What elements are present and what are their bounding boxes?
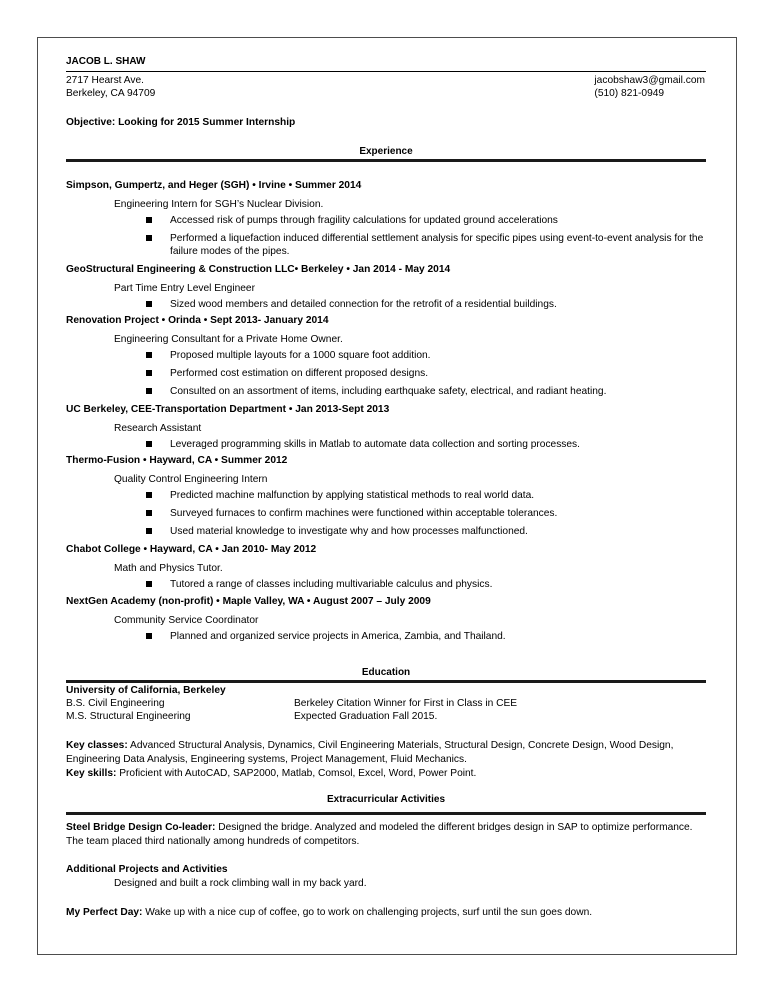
job-bullet: Accessed risk of pumps through fragility calculations for updated ground accelerations — [66, 214, 716, 227]
objective: Objective: Looking for 2015 Summer Internship — [66, 117, 296, 128]
job-bullet: Predicted machine malfunction by applying statistical methods to real world data. — [66, 489, 716, 502]
square-bullet-icon — [146, 352, 152, 358]
job-role: Quality Control Engineering Intern — [114, 474, 268, 485]
job-entry — [66, 543, 716, 596]
education-left — [66, 684, 226, 723]
phone: (510) 821-0949 — [594, 88, 665, 99]
address-block — [66, 74, 155, 100]
key-classes-text: Advanced Structural Analysis, Dynamics, Civil Engineering Materials, Structural Design, Concrete Design, Wood Design, Engineering Data Analysis, Engineering systems, Project Management, Fluid Mechanics. — [66, 740, 674, 765]
key-classes-label: Key classes: — [66, 740, 128, 751]
square-bullet-icon — [146, 633, 152, 639]
honor: Berkeley Citation Winner for First in Class in CEE — [294, 698, 518, 709]
key-skills-text: Proficient with AutoCAD, SAP2000, Matlab, Comsol, Excel, Word, Power Point. — [116, 768, 477, 779]
job-entry — [66, 454, 716, 543]
education-heading: Education — [361, 667, 411, 678]
header-divider — [66, 71, 706, 72]
experience-divider — [66, 159, 706, 162]
email: jacobshaw3@gmail.com — [594, 75, 705, 86]
steel-bridge-label: Steel Bridge Design Co-leader: — [66, 822, 216, 833]
job-entry — [66, 403, 716, 456]
additional-projects-label: Additional Projects and Activities — [66, 864, 228, 875]
job-title: NextGen Academy (non-profit) • Maple Valley, WA • August 2007 – July 2009 — [66, 596, 431, 607]
key-skills-label: Key skills: — [66, 768, 117, 779]
square-bullet-icon — [146, 441, 152, 447]
education-divider — [66, 680, 706, 683]
perfect-day-text: Wake up with a nice cup of coffee, go to work on challenging projects, surf until the sun goes down. — [142, 907, 593, 918]
experience-heading: Experience — [359, 146, 413, 157]
square-bullet-icon — [146, 370, 152, 376]
job-role: Research Assistant — [114, 423, 202, 434]
job-entry — [66, 179, 716, 263]
job-bullet: Performed cost estimation on different proposed designs. — [66, 367, 716, 380]
steel-bridge-text: Designed the bridge. Analyzed and modeled the different bridges design in SAP to optimize performance. The team placed third nationally among hundreds of competitors. — [66, 822, 693, 847]
square-bullet-icon — [146, 510, 152, 516]
job-bullet: Surveyed furnaces to confirm machines were functioned within acceptable tolerances. — [66, 507, 716, 520]
additional-projects-text: Designed and built a rock climbing wall in my back yard. — [114, 878, 367, 889]
extracurricular-divider — [66, 812, 706, 815]
applicant-name: JACOB L. SHAW — [66, 56, 146, 67]
address-line-2: Berkeley, CA 94709 — [66, 88, 156, 99]
job-bullet: Proposed multiple layouts for a 1000 square foot addition. — [66, 349, 716, 362]
square-bullet-icon — [146, 528, 152, 534]
job-title: Simpson, Gumpertz, and Heger (SGH) • Irvine • Summer 2014 — [66, 180, 362, 191]
graduation: Expected Graduation Fall 2015. — [294, 711, 438, 722]
additional-projects — [66, 863, 711, 891]
job-role: Math and Physics Tutor. — [114, 563, 223, 574]
job-title: Renovation Project • Orinda • Sept 2013- January 2014 — [66, 315, 329, 326]
contact-block — [594, 74, 705, 100]
job-bullet: Planned and organized service projects in America, Zambia, and Thailand. — [66, 630, 716, 643]
address-line-1: 2717 Hearst Ave. — [66, 75, 144, 86]
key-classes — [66, 739, 711, 767]
school-name: University of California, Berkeley — [66, 685, 226, 696]
education-right — [294, 697, 517, 723]
square-bullet-icon — [146, 388, 152, 394]
job-bullet: Leveraged programming skills in Matlab to automate data collection and sorting processes. — [66, 438, 716, 451]
job-title: GeoStructural Engineering & Construction LLC• Berkeley • Jan 2014 - May 2014 — [66, 264, 451, 275]
square-bullet-icon — [146, 492, 152, 498]
square-bullet-icon — [146, 235, 152, 241]
job-bullet: Used material knowledge to investigate why and how processes malfunctioned. — [66, 525, 716, 538]
degree: M.S. Structural Engineering — [66, 711, 191, 722]
perfect-day-label: My Perfect Day: — [66, 907, 143, 918]
job-title: Thermo-Fusion • Hayward, CA • Summer 2012 — [66, 455, 288, 466]
job-bullet: Performed a liquefaction induced differential settlement analysis for specific pipes using event-to-event analysis for the failure modes of the pipes. — [66, 232, 716, 258]
job-bullet: Tutored a range of classes including multivariable calculus and physics. — [66, 578, 716, 591]
resume-page — [37, 37, 737, 955]
job-entry — [66, 595, 716, 648]
square-bullet-icon — [146, 301, 152, 307]
job-role: Engineering Consultant for a Private Home Owner. — [114, 334, 343, 345]
degree: B.S. Civil Engineering — [66, 698, 165, 709]
job-bullet: Sized wood members and detailed connection for the retrofit of a residential buildings. — [66, 298, 716, 311]
square-bullet-icon — [146, 581, 152, 587]
perfect-day — [66, 906, 711, 920]
job-entry — [66, 314, 716, 403]
job-bullet: Consulted on an assortment of items, including earthquake safety, electrical, and radiant heating. — [66, 385, 716, 398]
extracurricular-heading: Extracurricular Activities — [326, 794, 446, 805]
job-title: Chabot College • Hayward, CA • Jan 2010- May 2012 — [66, 544, 317, 555]
steel-bridge — [66, 821, 711, 849]
key-skills — [66, 767, 711, 781]
job-role: Community Service Coordinator — [114, 615, 259, 626]
job-role: Part Time Entry Level Engineer — [114, 283, 255, 294]
job-entry — [66, 263, 716, 316]
job-title: UC Berkeley, CEE-Transportation Department • Jan 2013-Sept 2013 — [66, 404, 390, 415]
job-role: Engineering Intern for SGH’s Nuclear Division. — [114, 199, 324, 210]
square-bullet-icon — [146, 217, 152, 223]
